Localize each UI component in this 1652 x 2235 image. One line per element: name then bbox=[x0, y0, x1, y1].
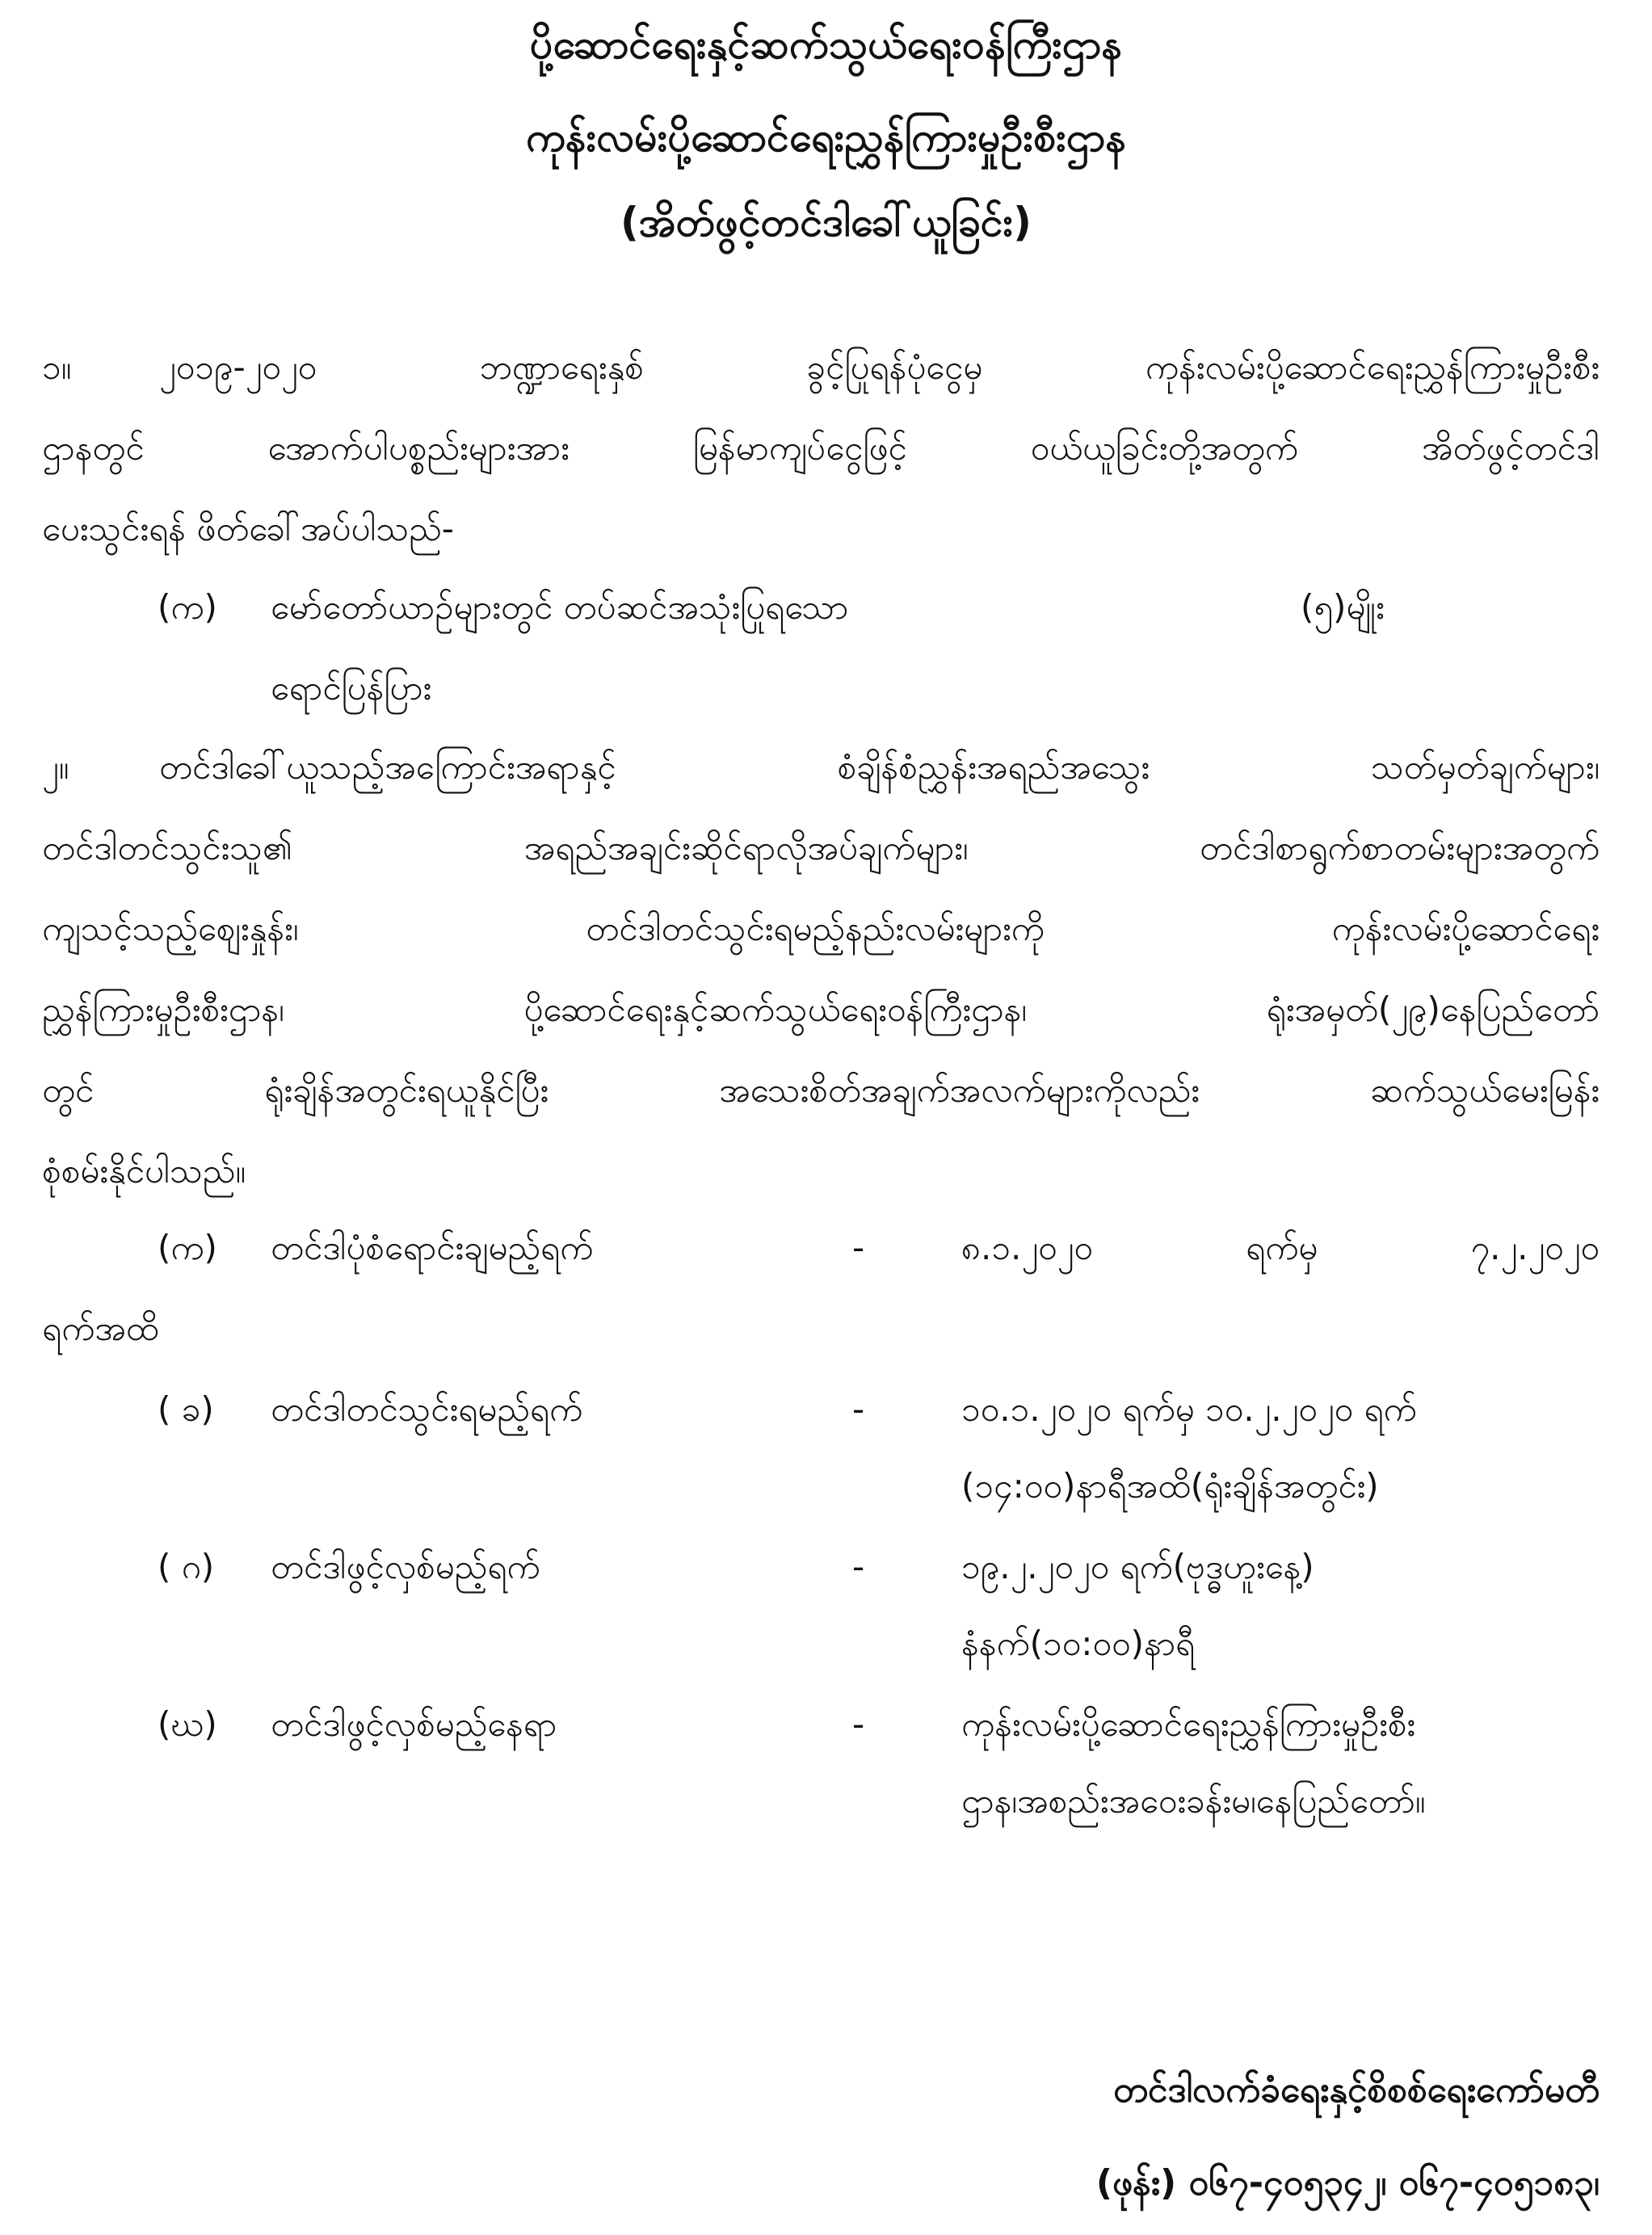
item-text: မော်တော်ယာဉ်များတွင် တပ်ဆင်အသုံးပြုရသော bbox=[271, 587, 849, 627]
item-label: ( ခ) bbox=[158, 1389, 214, 1429]
section-2-line-4 bbox=[42, 969, 1599, 1050]
section-2-text-line: ညွှန်ကြားမှုဦးစီးဌာန၊ ပို့ဆောင်ရေးနှင့်ဆက်သွယ်ရေးဝန်ကြီးဌာန၊ ရုံးအမှတ်(၂၉)နေပြည်တော် bbox=[42, 989, 1599, 1029]
section-2-text-line: တွင် ရုံးချိန်အတွင်းရယူနိုင်ပြီး အသေးစိတ်အချက်အလက်များကိုလည်း ဆက်သွယ်မေးမြန်း bbox=[42, 1070, 1599, 1110]
section-1-paragraph bbox=[42, 327, 1599, 569]
section-2-line-1 bbox=[42, 727, 1599, 808]
section-2-line-5 bbox=[42, 1050, 1599, 1131]
section-1-item bbox=[0, 571, 1652, 644]
section-1-text-line: ၂၀၁၉-၂၀၂၀ ဘဏ္ဍာရေးနှစ် ခွင့်ပြုရန်ပုံငွေမှ ကုန်းလမ်းပို့ဆောင်ရေးညွှန်ကြားမှုဦးစီး bbox=[159, 347, 1599, 387]
item-dash: - bbox=[852, 1704, 865, 1744]
section-1-text-line: ဌာနတွင် အောက်ပါပစ္စည်းများအား မြန်မာကျပ်ငွေဖြင့် ဝယ်ယူခြင်းတို့အတွက် အိတ်ဖွင့်တင်ဒါ bbox=[42, 428, 1599, 468]
item-dash: - bbox=[852, 1547, 865, 1586]
department-title: ကုန်းလမ်းပို့ဆောင်ရေးညွှန်ကြားမှုဦးစီးဌာန bbox=[525, 114, 1127, 161]
item-label: (က) bbox=[158, 1228, 217, 1267]
section-2-text-line: ကျသင့်သည့်စျေးနှုန်း၊ တင်ဒါတင်သွင်းရမည့်နည်းလမ်းများကို ကုန်းလမ်းပို့ဆောင်ရေး bbox=[42, 909, 1599, 948]
item-dash: - bbox=[852, 1228, 865, 1267]
schedule-item-opening-place-line2 bbox=[0, 1765, 1652, 1838]
schedule-item-sale bbox=[0, 1212, 1652, 1284]
item-value-part: ရက်မှ bbox=[1246, 1228, 1318, 1267]
item-value-part: ၇.၂.၂၀၂၀ bbox=[1470, 1228, 1599, 1267]
item-text: တင်ဒါဖွင့်လှစ်မည့်ရက် bbox=[271, 1547, 540, 1586]
item-label: (က) bbox=[158, 587, 217, 627]
section-1-line-1 bbox=[42, 327, 1599, 408]
item-text: တင်ဒါတင်သွင်းရမည့်ရက် bbox=[271, 1389, 583, 1429]
section-2-line-2 bbox=[42, 808, 1599, 889]
item-value: နံနက်(၁၀:၀၀)နာရီ bbox=[961, 1624, 1196, 1663]
section-2-number: ၂။ bbox=[42, 747, 69, 787]
section-2-paragraph bbox=[42, 727, 1599, 1212]
schedule-item-sale-continuation: ရက်အထိ bbox=[42, 1309, 159, 1348]
item-text: တင်ဒါပုံစံရောင်းချမည့်ရက် bbox=[271, 1228, 594, 1267]
section-1-text-line: ပေးသွင်းရန် ဖိတ်ခေါ်အပ်ပါသည်- bbox=[42, 509, 454, 548]
schedule-item-submission bbox=[0, 1373, 1652, 1446]
item-label: ( ဂ) bbox=[158, 1547, 215, 1586]
section-2-text-line: စုံစမ်းနိုင်ပါသည်။ bbox=[42, 1151, 246, 1191]
item-value: ၁၀.၁.၂၀၂၀ ရက်မှ ၁၀.၂.၂၀၂၀ ရက် bbox=[961, 1389, 1417, 1429]
section-2-line-6 bbox=[42, 1131, 1599, 1212]
item-value: (၁၄:၀၀)နာရီအထိ(ရုံးချိန်အတွင်း) bbox=[961, 1466, 1379, 1506]
section-1-item-continuation bbox=[0, 652, 1652, 725]
item-label: (ဃ) bbox=[158, 1704, 217, 1744]
section-1-line-2 bbox=[42, 408, 1599, 489]
section-2-text-line: တင်ဒါတင်သွင်းသူ၏ အရည်အချင်းဆိုင်ရာလိုအပ်ချက်များ၊ တင်ဒါစာရွက်စာတမ်းများအတွက် bbox=[42, 828, 1599, 868]
item-text: တင်ဒါဖွင့်လှစ်မည့်နေရာ bbox=[271, 1704, 557, 1744]
contact-phone: (ဖုန်း) ၀၆၇-၄၀၅၃၄၂၊ ၀၆၇-၄၀၅၁၈၃၊ bbox=[1095, 2162, 1599, 2203]
notice-title: (အိတ်ဖွင့်တင်ဒါခေါ်ယူခြင်း) bbox=[620, 199, 1032, 246]
item-value bbox=[961, 1212, 1599, 1284]
section-1-number: ၁။ bbox=[42, 347, 72, 387]
item-value: ၁၉.၂.၂၀၂၀ ရက်(ဗုဒ္ဓဟူးနေ့) bbox=[961, 1547, 1314, 1586]
section-2-line-3 bbox=[42, 889, 1599, 969]
section-1-line-3 bbox=[42, 489, 1599, 569]
item-value-part: ၈.၁.၂၀၂၀ bbox=[961, 1228, 1093, 1267]
section-2-text-line: တင်ဒါခေါ်ယူသည့်အကြောင်းအရာနှင့် စံချိန်စံညွှန်းအရည်အသွေး သတ်မှတ်ချက်များ၊ bbox=[159, 747, 1599, 787]
item-dash: - bbox=[852, 1389, 865, 1429]
schedule-item-submission-line2 bbox=[0, 1450, 1652, 1523]
schedule-item-opening-date bbox=[0, 1531, 1652, 1603]
item-value: ဌာန၊အစည်းအဝေးခန်းမ၊နေပြည်တော်။ bbox=[961, 1781, 1426, 1821]
ministry-title: ပို့ဆောင်ရေးနှင့်ဆက်သွယ်ရေးဝန်ကြီးဌာန bbox=[529, 21, 1123, 68]
committee-name: တင်ဒါလက်ခံရေးနှင့်စိစစ်ရေးကော်မတီ bbox=[1113, 2069, 1599, 2111]
schedule-item-opening-place bbox=[0, 1688, 1652, 1761]
item-quantity: (၅)မျိုး bbox=[1301, 587, 1385, 627]
schedule-item-opening-date-line2 bbox=[0, 1607, 1652, 1680]
item-value: ကုန်းလမ်းပို့ဆောင်ရေးညွှန်ကြားမှုဦးစီး bbox=[961, 1704, 1416, 1744]
item-text-continuation: ရောင်ပြန်ပြား bbox=[271, 668, 432, 708]
